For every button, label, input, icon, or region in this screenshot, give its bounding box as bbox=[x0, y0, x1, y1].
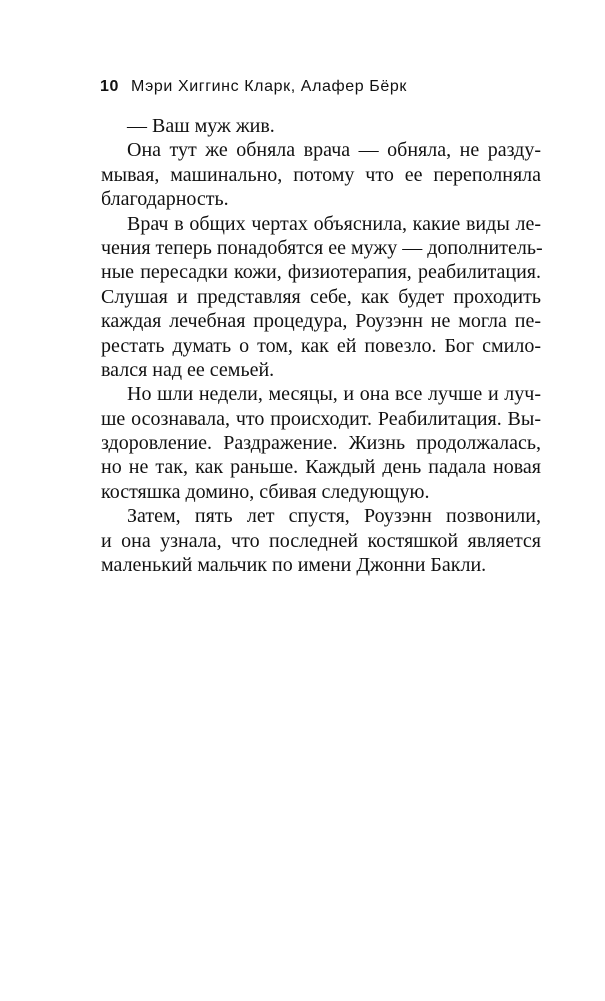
paragraph-3 bbox=[101, 212, 541, 383]
text-line: но не так, как раньше. Каждый день падала новая bbox=[101, 456, 541, 479]
text-line: Затем, пять лет спустя, Роузэнн позвонили, bbox=[127, 505, 541, 528]
text-line: и она узнала, что последней костяшкой является bbox=[101, 529, 541, 552]
text-line: чения теперь понадобятся ее мужу — дополнитель- bbox=[101, 236, 543, 259]
text-line: — Ваш муж жив. bbox=[127, 115, 275, 137]
text-line: благодарность. bbox=[101, 188, 229, 211]
text-line: Слушая и представляя себе, как будет проходить bbox=[101, 285, 541, 308]
paragraph-4 bbox=[101, 382, 541, 504]
page-number: 10 bbox=[100, 78, 119, 95]
text-line: здоровление. Раздражение. Жизнь продолжалась, bbox=[101, 432, 541, 455]
running-head bbox=[100, 78, 540, 96]
text-line: Врач в общих чертах объяснила, какие виды ле- bbox=[127, 212, 541, 235]
paragraph-1 bbox=[101, 114, 541, 138]
text-line: Но шли недели, месяцы, и она все лучше и луч- bbox=[127, 383, 541, 406]
text-line: ше осознавала, что происходит. Реабилитация. Вы- bbox=[101, 407, 541, 430]
text-line: рестать думать о том, как ей повезло. Бог смило- bbox=[101, 334, 541, 357]
text-line: костяшка домино, сбивая следующую. bbox=[101, 480, 430, 503]
text-line: вался над ее семьей. bbox=[101, 358, 275, 381]
running-head-authors: Мэри Хиггинс Кларк, Алафер Бёрк bbox=[131, 78, 408, 95]
text-line: маленький мальчик по имени Джонни Бакли. bbox=[101, 554, 487, 577]
text-line: ные пересадки кожи, физиотерапия, реабилитация. bbox=[101, 261, 541, 284]
text-line: Она тут же обняла врача — обняла, не разду- bbox=[127, 139, 541, 162]
text-line: каждая лечебная процедура, Роузэнн не могла пе- bbox=[101, 310, 541, 333]
text-line: мывая, машинально, потому что ее переполняла bbox=[101, 163, 541, 186]
body-text bbox=[101, 114, 541, 577]
paragraph-2 bbox=[101, 138, 541, 211]
paragraph-5 bbox=[101, 504, 541, 577]
